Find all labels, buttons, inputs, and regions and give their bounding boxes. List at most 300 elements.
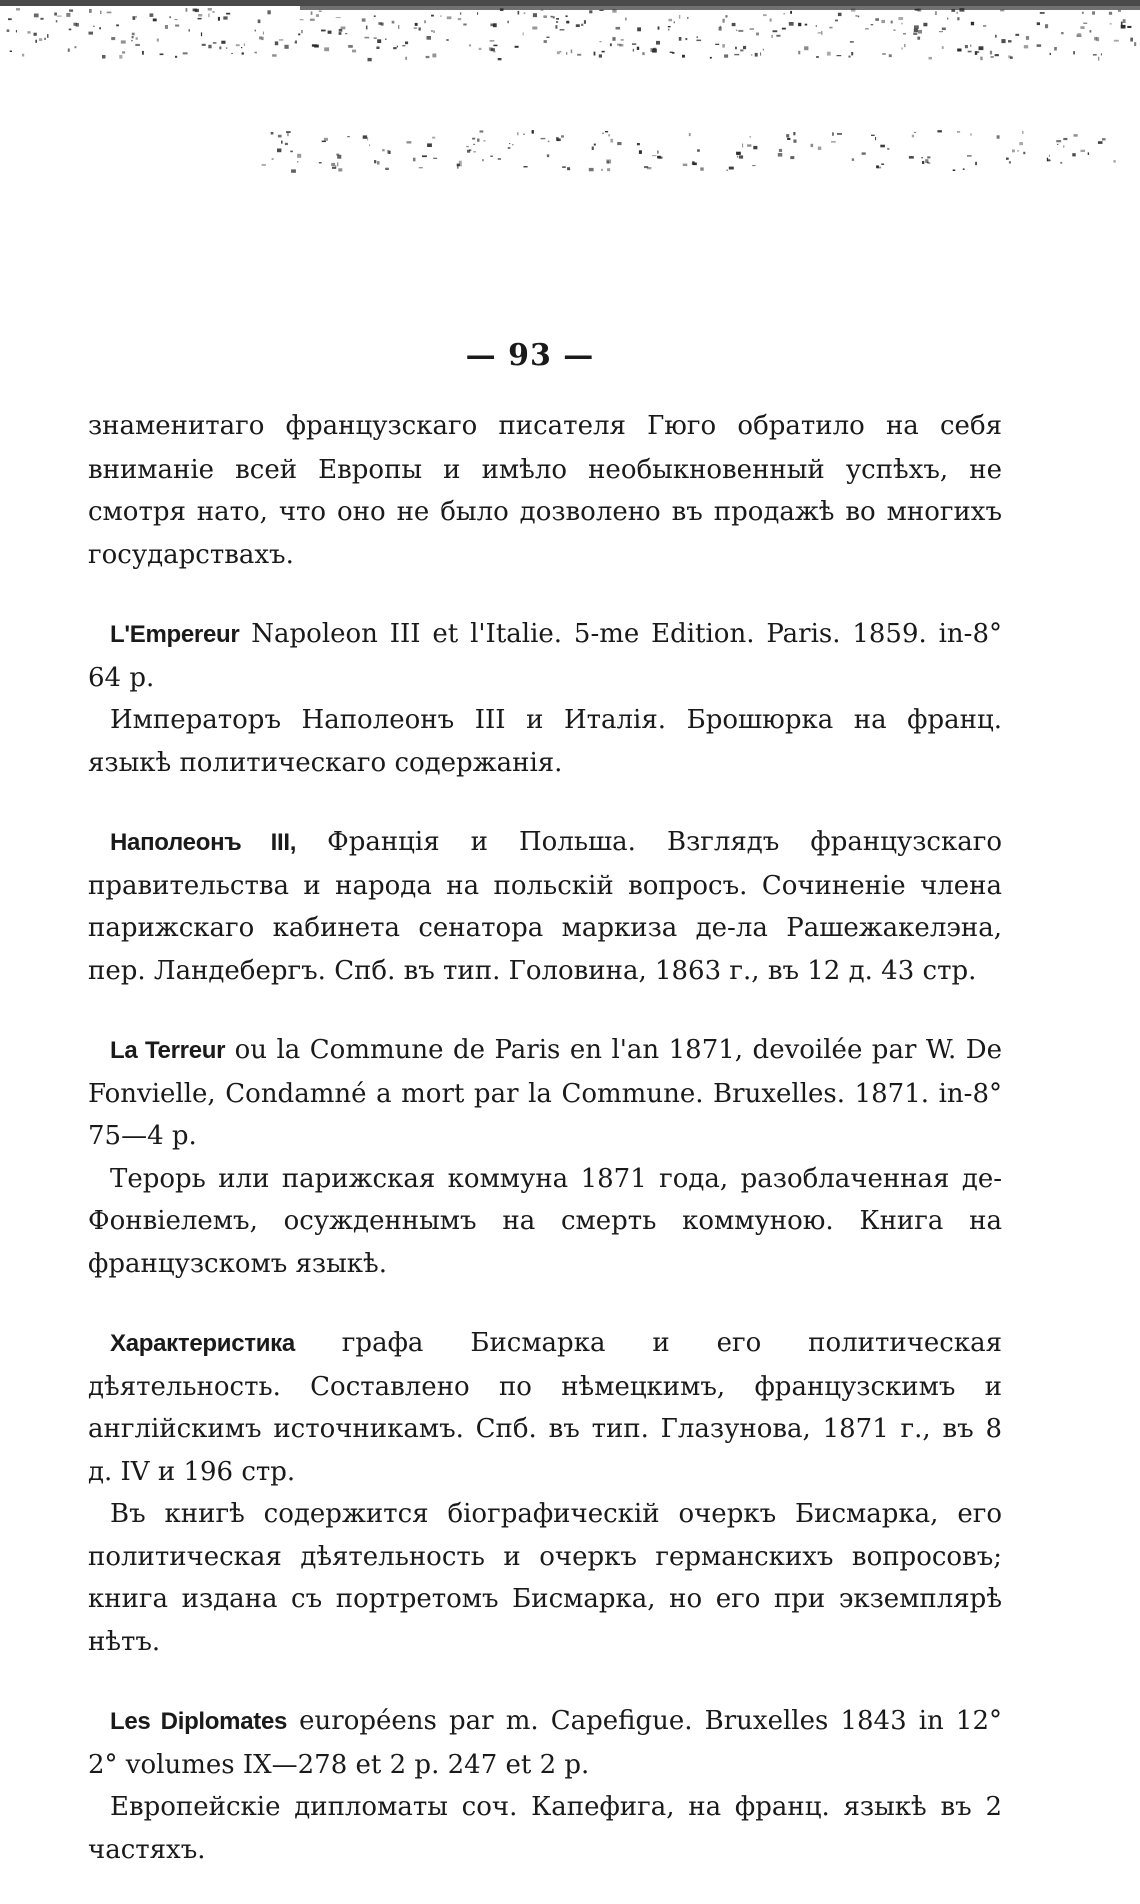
- scan-speck: [1134, 42, 1136, 46]
- scan-speck: [226, 47, 227, 48]
- scan-speck: [480, 130, 484, 132]
- scan-speck: [963, 168, 965, 170]
- scan-speck: [362, 18, 366, 21]
- entry-la-terreur: [88, 1029, 1002, 1285]
- scan-speck: [915, 9, 920, 11]
- scan-speck: [16, 8, 20, 10]
- scan-speck: [789, 22, 794, 26]
- scan-speck: [644, 166, 648, 168]
- scan-speck: [1057, 144, 1058, 145]
- scan-speck: [771, 35, 772, 38]
- scan-speck: [637, 47, 639, 50]
- scan-speck: [447, 16, 452, 19]
- scan-speck: [1083, 23, 1087, 24]
- scan-speck: [1127, 26, 1131, 28]
- scan-speck: [610, 43, 612, 46]
- scan-speck: [1006, 158, 1009, 160]
- scan-speck: [912, 135, 914, 138]
- scan-speck: [990, 51, 992, 55]
- scan-speck: [737, 156, 738, 158]
- entry-body-text: Франція и Польша. Взглядъ французскаго правительства и народа на польскій вопросъ. Сочиненіе члена парижскаго кабинета сенатора маркиза де-ла Рашежакелэна, пер. Ландебергъ. Спб. въ тип. Головина, 1863 г., въ 12 д. 43 стр.: [88, 827, 1002, 986]
- scan-speck: [1056, 140, 1061, 142]
- scan-speck: [57, 16, 62, 17]
- scan-speck: [1015, 34, 1019, 36]
- scan-speck: [592, 147, 594, 151]
- scan-speck: [175, 56, 177, 58]
- scan-speck: [995, 54, 999, 56]
- scan-speck: [875, 18, 879, 21]
- scan-speck: [402, 45, 405, 46]
- scan-speck: [589, 168, 594, 171]
- scan-speck: [34, 33, 37, 36]
- entry-lead: La Terreur: [110, 1037, 226, 1064]
- scan-speck: [397, 46, 398, 48]
- scan-speck: [927, 156, 930, 158]
- scan-speck: [482, 159, 483, 161]
- scan-speck: [47, 34, 48, 38]
- scan-speck: [903, 33, 906, 34]
- scan-speck: [750, 28, 755, 30]
- scan-speck: [512, 144, 514, 145]
- scan-speck: [881, 164, 884, 166]
- scan-speck: [376, 47, 379, 50]
- scan-speck: [419, 28, 421, 31]
- scan-speck: [923, 23, 927, 27]
- scan-speck: [682, 55, 685, 58]
- scan-speck: [957, 49, 961, 52]
- scan-speck: [760, 52, 761, 55]
- scan-speck: [426, 56, 430, 58]
- scan-speck: [668, 26, 671, 27]
- scan-speck: [980, 57, 982, 61]
- scan-speck: [556, 18, 559, 20]
- scan-speck: [366, 26, 368, 30]
- scan-speck: [1061, 32, 1064, 34]
- scan-speck: [658, 157, 662, 159]
- scan-speck: [150, 13, 154, 17]
- scan-speck: [700, 167, 703, 170]
- scan-speck: [747, 144, 751, 146]
- scan-speck: [770, 19, 772, 22]
- scan-speck: [617, 44, 622, 46]
- scan-speck: [310, 19, 315, 21]
- scan-speck: [272, 54, 277, 56]
- scan-speck: [594, 52, 596, 56]
- scan-speck: [779, 149, 782, 152]
- scan-speck: [555, 25, 557, 29]
- scan-speck: [668, 29, 669, 31]
- scan-speck: [995, 35, 997, 38]
- scan-speck: [121, 40, 126, 43]
- scan-speck: [1109, 12, 1112, 15]
- scan-speck: [1102, 138, 1106, 140]
- scan-speck: [132, 33, 135, 36]
- scan-speck: [102, 55, 106, 59]
- scan-speck: [752, 165, 755, 166]
- scan-speck: [577, 54, 581, 56]
- scan-speck: [693, 163, 697, 166]
- scan-speck: [208, 45, 211, 49]
- scan-speck: [541, 10, 544, 11]
- scan-speck: [1110, 23, 1112, 24]
- scan-speck: [22, 54, 24, 57]
- scan-speck: [160, 54, 164, 56]
- scan-speck: [852, 158, 854, 161]
- scan-speck: [776, 35, 780, 37]
- scan-speck: [858, 16, 860, 18]
- scan-speck: [1050, 53, 1052, 55]
- scan-speck: [790, 11, 792, 14]
- scan-speck: [311, 11, 313, 15]
- scan-speck: [1092, 11, 1095, 14]
- scan-speck: [904, 44, 905, 47]
- scan-speck: [523, 32, 524, 35]
- scan-speck: [312, 44, 317, 46]
- scan-speck: [413, 158, 416, 162]
- scan-speck: [787, 138, 790, 140]
- entry-hugo-continuation: [88, 405, 1002, 576]
- scan-speck: [1063, 138, 1067, 140]
- scan-speck: [594, 144, 596, 146]
- scan-speck: [111, 37, 115, 40]
- scan-speck: [811, 144, 814, 147]
- scan-speck: [431, 30, 433, 32]
- scan-speck: [524, 13, 526, 14]
- scan-speck: [368, 58, 372, 61]
- entry-title: [88, 1029, 1002, 1158]
- scan-speck: [1023, 152, 1025, 154]
- scan-speck: [560, 29, 565, 30]
- scan-speck: [339, 32, 342, 35]
- scan-speck: [877, 167, 881, 169]
- scan-speck: [69, 9, 73, 11]
- scan-speck: [679, 15, 680, 19]
- entry-lead: Характеристика: [110, 1330, 295, 1357]
- scan-speck: [300, 19, 304, 20]
- entry-lempereur: [88, 613, 1002, 784]
- scan-speck: [415, 23, 418, 26]
- scan-speck: [893, 30, 895, 31]
- scan-speck: [942, 28, 946, 31]
- scan-speck: [856, 15, 858, 16]
- scan-speck: [284, 45, 288, 49]
- scan-speck: [778, 153, 783, 157]
- scan-speck: [689, 133, 691, 136]
- scan-speck: [805, 24, 808, 26]
- scan-speck: [490, 24, 495, 27]
- scan-speck: [186, 8, 188, 12]
- scan-speck: [882, 53, 886, 54]
- scan-speck: [557, 138, 561, 141]
- scan-speck: [970, 44, 971, 47]
- scan-speck: [432, 137, 435, 139]
- scan-speck: [261, 37, 263, 40]
- scan-speck: [1063, 145, 1064, 147]
- entry-bismarck: [88, 1322, 1002, 1663]
- scan-speck: [272, 158, 274, 159]
- scan-speck: [738, 30, 743, 32]
- scan-speck: [567, 167, 570, 170]
- scan-speck: [339, 29, 343, 32]
- scan-speck: [967, 155, 972, 156]
- scan-speck: [821, 31, 822, 35]
- scan-speck: [548, 141, 550, 143]
- scan-speck: [1037, 44, 1042, 47]
- scan-speck: [880, 145, 885, 148]
- scan-speck: [610, 139, 613, 143]
- scan-speck: [532, 27, 537, 30]
- scan-speck: [783, 13, 785, 14]
- scan-speck: [432, 54, 436, 58]
- scan-speck: [414, 27, 418, 28]
- scan-speck: [1130, 38, 1133, 42]
- scan-speck: [736, 152, 741, 155]
- scan-speck: [1081, 150, 1086, 152]
- scan-speck: [957, 17, 959, 20]
- scan-speck: [1098, 141, 1103, 144]
- scan-speck: [54, 13, 57, 16]
- scan-speck: [277, 149, 281, 153]
- scan-speck: [244, 43, 245, 46]
- scan-speck: [385, 168, 389, 170]
- scan-speck: [405, 42, 408, 45]
- scan-speck: [1077, 34, 1082, 37]
- scan-speck: [279, 39, 283, 40]
- scan-speck: [557, 51, 560, 54]
- scan-speck: [132, 36, 134, 38]
- scan-speck: [560, 51, 562, 52]
- scan-speck: [278, 135, 282, 138]
- scan-speck: [523, 134, 524, 135]
- scan-speck: [909, 156, 914, 159]
- scan-speck: [242, 52, 244, 54]
- scan-speck: [473, 151, 476, 152]
- scan-speck: [367, 137, 368, 140]
- entry-description: Императоръ Наполеонъ III и Италія. Брошюрка на франц. языкѣ политическаго содержанія.: [88, 705, 1002, 778]
- scan-speck: [922, 161, 924, 164]
- scan-speck: [921, 157, 923, 158]
- scan-speck: [685, 38, 687, 40]
- scan-speck: [965, 45, 968, 48]
- scan-noise-header: [0, 0, 1140, 200]
- scan-speck: [135, 44, 140, 46]
- scan-speck: [957, 12, 958, 14]
- scan-speck: [589, 10, 592, 13]
- scan-speck: [281, 141, 283, 144]
- scan-speck: [831, 141, 836, 142]
- scan-speck: [107, 12, 112, 14]
- scan-speck: [556, 21, 558, 22]
- scan-speck: [612, 9, 616, 13]
- scan-speck: [287, 133, 289, 137]
- scan-speck: [226, 13, 230, 15]
- scan-speck: [133, 16, 136, 20]
- scan-speck: [348, 45, 353, 48]
- scan-speck: [970, 133, 971, 135]
- scan-speck: [881, 20, 885, 23]
- scan-speck: [275, 41, 278, 45]
- scan-speck: [337, 162, 338, 166]
- scan-speck: [393, 47, 396, 49]
- scan-speck: [925, 159, 928, 163]
- scan-speck: [44, 38, 45, 40]
- scan-speck: [208, 8, 212, 11]
- scan-speck: [816, 56, 819, 58]
- scan-speck: [258, 20, 261, 24]
- scan-speck: [377, 39, 381, 43]
- scan-speck: [201, 32, 202, 36]
- scan-speck: [157, 39, 159, 42]
- scan-speck: [914, 29, 918, 32]
- scan-speck: [1088, 152, 1089, 155]
- scan-speck: [40, 18, 43, 20]
- scan-speck: [39, 38, 42, 41]
- scan-speck: [294, 42, 297, 44]
- scan-speck: [68, 49, 70, 52]
- scan-speck: [968, 51, 972, 53]
- scan-speck: [35, 40, 37, 43]
- scan-speck: [1019, 142, 1023, 145]
- scan-speck: [1073, 51, 1075, 54]
- scan-speck: [1001, 39, 1005, 43]
- scan-speck: [983, 25, 986, 27]
- scan-speck: [89, 9, 92, 13]
- scan-speck: [1094, 37, 1097, 41]
- scan-speck: [913, 33, 917, 35]
- scan-speck: [862, 152, 866, 154]
- scan-speck: [696, 40, 701, 42]
- scan-speck: [500, 8, 504, 11]
- scan-speck: [508, 147, 511, 149]
- scan-speck: [385, 39, 386, 40]
- scan-speck: [669, 19, 673, 22]
- scan-speck: [236, 44, 240, 46]
- scan-speck: [324, 47, 329, 51]
- scan-speck: [657, 151, 658, 154]
- scan-speck: [463, 24, 466, 26]
- scan-speck: [773, 30, 778, 32]
- scan-speck: [724, 54, 728, 57]
- scan-speck: [798, 23, 801, 26]
- scan-speck: [735, 47, 737, 50]
- scan-speck: [241, 47, 242, 48]
- scan-speck: [16, 30, 17, 32]
- entry-title: [88, 821, 1002, 992]
- scan-speck: [69, 29, 72, 31]
- scan-speck: [365, 37, 370, 39]
- scan-speck: [625, 18, 626, 21]
- scan-speck: [198, 14, 202, 17]
- scan-speck: [929, 57, 933, 60]
- scan-speck: [369, 144, 370, 146]
- scan-speck: [93, 26, 95, 27]
- entry-description: Терорь или парижская коммуна 1871 года, разоблаченная де-Фонвіелемъ, осужденнымъ на смерть коммуною. Книга на французскомъ языкѣ.: [88, 1163, 1002, 1279]
- scan-speck: [331, 163, 335, 166]
- scan-speck: [189, 29, 190, 31]
- scan-speck: [902, 48, 903, 50]
- entry-diplomates: [88, 1700, 1002, 1871]
- scan-speck: [169, 16, 171, 18]
- scan-speck: [607, 161, 609, 164]
- scan-speck: [756, 33, 759, 36]
- scan-speck: [491, 48, 495, 51]
- scan-speck: [715, 44, 719, 45]
- scan-speck: [460, 12, 461, 14]
- scan-speck: [1008, 55, 1010, 58]
- entry-body-text: ou la Commune de Paris en l'an 1871, devoilée par W. De Fonvielle, Condamné a mort par la Commune. Bruxelles. 1871. in-8° 75—4 p.: [88, 1035, 1002, 1151]
- scan-speck: [255, 52, 257, 54]
- scan-speck: [541, 138, 546, 139]
- scan-speck: [975, 162, 977, 165]
- scan-speck: [208, 14, 209, 18]
- scan-speck: [543, 15, 547, 18]
- scan-speck: [483, 140, 485, 142]
- scan-speck: [338, 168, 342, 171]
- scan-speck: [683, 164, 688, 167]
- scan-speck: [617, 142, 621, 145]
- scan-speck: [477, 139, 479, 142]
- scan-speck: [875, 137, 876, 140]
- scan-speck: [561, 135, 564, 137]
- scan-speck: [935, 11, 937, 15]
- scan-speck: [1082, 12, 1084, 14]
- scan-speck: [581, 24, 583, 26]
- scan-speck: [301, 30, 303, 33]
- scan-speck: [374, 38, 377, 39]
- scan-speck: [851, 9, 856, 12]
- entry-body-text: Napoleon III et l'Italie. 5-me Edition. Paris. 1859. in-8° 64 p.: [88, 619, 1002, 693]
- scan-speck: [427, 36, 432, 40]
- scan-speck: [10, 51, 12, 53]
- scan-speck: [1037, 22, 1040, 25]
- scan-speck: [658, 27, 660, 30]
- scan-speck: [793, 132, 795, 135]
- scan-speck: [898, 17, 903, 20]
- scan-speck: [34, 14, 39, 18]
- scan-speck: [637, 143, 640, 145]
- scan-speck: [221, 41, 225, 44]
- scan-speck: [848, 56, 850, 58]
- scan-speck: [697, 36, 699, 38]
- scan-speck: [871, 24, 874, 25]
- scan-speck: [297, 161, 298, 162]
- scan-speck: [1022, 131, 1023, 134]
- scan-speck: [732, 23, 736, 26]
- scan-speck: [719, 27, 722, 31]
- scan-speck: [889, 54, 892, 57]
- scan-speck: [490, 156, 492, 157]
- scan-speck: [469, 44, 471, 46]
- scan-speck: [322, 141, 326, 143]
- scan-speck: [153, 19, 157, 22]
- scan-speck: [473, 144, 475, 145]
- scan-speck: [363, 135, 367, 138]
- scan-speck: [917, 37, 920, 40]
- scan-speck: [544, 40, 547, 43]
- scan-speck: [479, 48, 482, 50]
- scan-speck: [832, 132, 834, 136]
- scan-speck: [632, 43, 636, 45]
- scan-speck: [679, 37, 682, 41]
- scan-speck: [602, 133, 604, 134]
- entry-body: [88, 405, 1002, 576]
- scan-speck: [546, 37, 549, 38]
- scan-speck: [753, 146, 757, 149]
- scan-speck: [392, 21, 395, 24]
- scan-speck: [136, 37, 138, 40]
- scan-speck: [1113, 160, 1115, 162]
- scan-speck: [742, 144, 743, 148]
